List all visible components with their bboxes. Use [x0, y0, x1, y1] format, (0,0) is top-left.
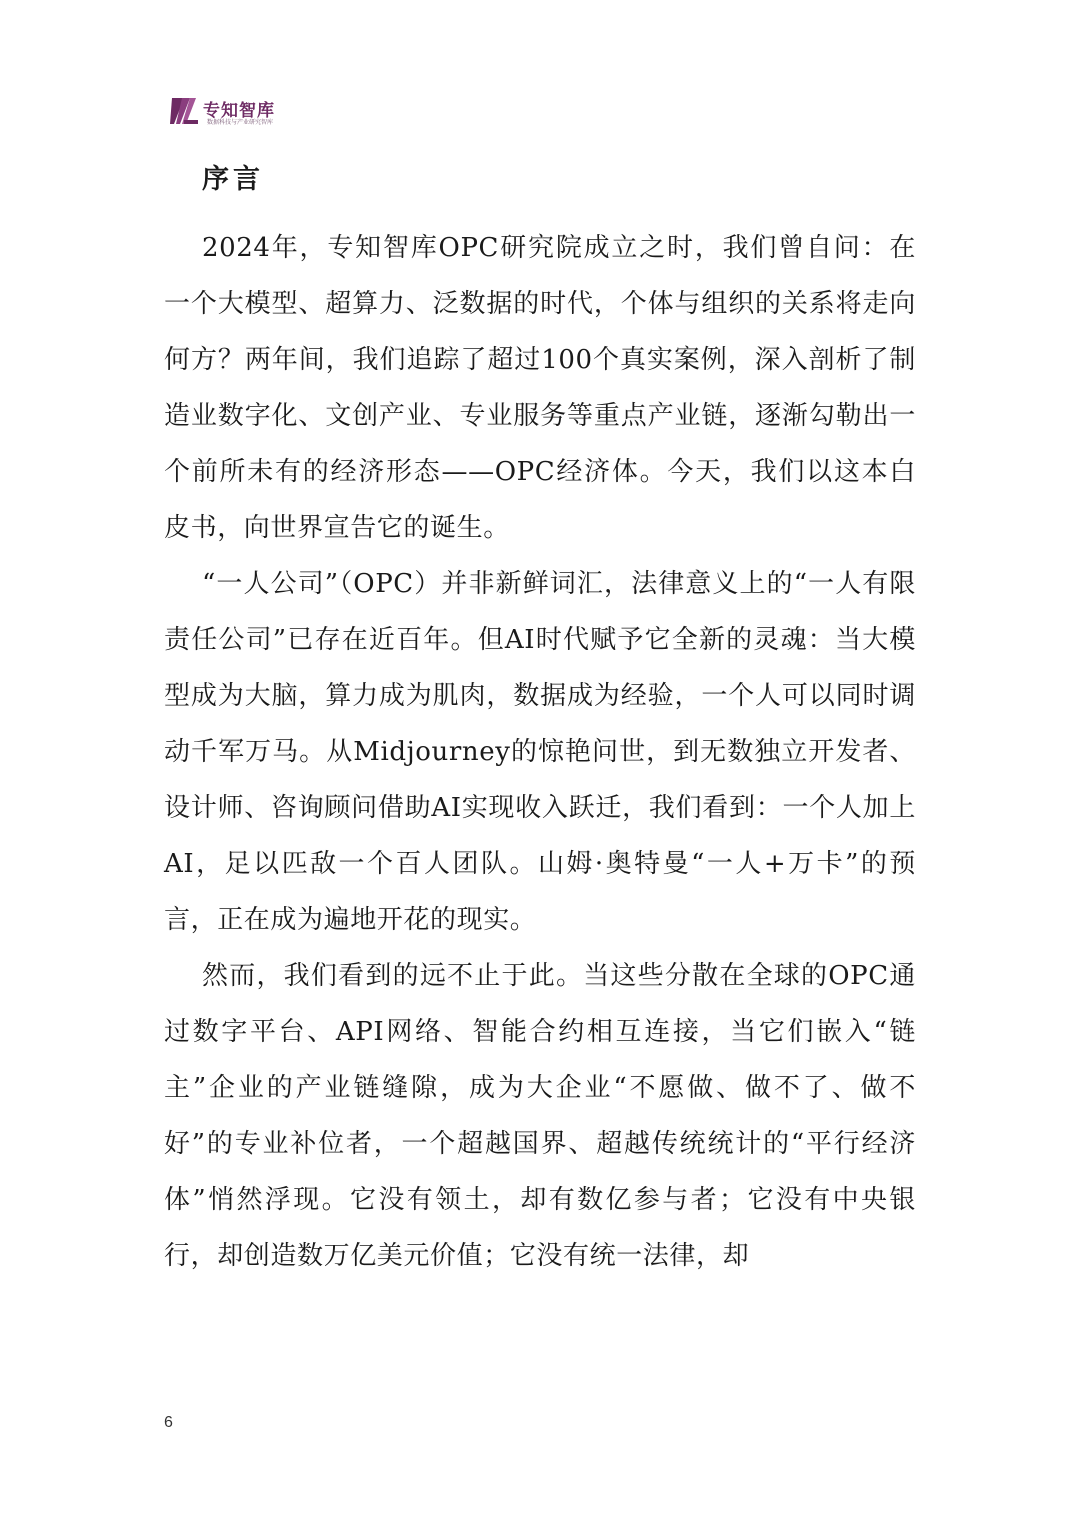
logo-name: 专知智库 [203, 101, 275, 121]
logo-tagline: 数据科技与产业研究智库 [207, 119, 274, 126]
logo-mark-icon [170, 94, 200, 128]
paragraph: 2024年，专知智库OPC研究院成立之时，我们曾自问：在一个大模型、超算力、泛数据的时代，个体与组织的关系将走向何方？两年间，我们追踪了超过100个真实案例，深入剖析了制造业数字化、文创产业、专业服务等重点产业链，逐渐勾勒出一个前所未有的经济形态——OPC经济体。今天，我们以这本白皮书，向世界宣告它的诞生。 [164, 233, 916, 543]
body-text [164, 220, 916, 1284]
page-number: 6 [164, 1414, 173, 1431]
header-logo [170, 94, 370, 130]
section-title: 序言 [202, 164, 264, 195]
paragraph: 然而，我们看到的远不止于此。当这些分散在全球的OPC通过数字平台、API网络、智能合约相互连接，当它们嵌入“链主”企业的产业链缝隙，成为大企业“不愿做、做不了、做不好”的专业补位者，一个超越国界、超越传统统计的“平行经济体”悄然浮现。它没有领土，却有数亿参与者；它没有中央银行，却创造数万亿美元价值；它没有统一法律，却 [164, 961, 916, 1271]
paragraph: “一人公司”（OPC）并非新鲜词汇，法律意义上的“一人有限责任公司”已存在近百年。但AI时代赋予它全新的灵魂：当大模型成为大脑，算力成为肌肉，数据成为经验，一个人可以同时调动千军万马。从Midjourney的惊艳问世，到无数独立开发者、设计师、咨询顾问借助AI实现收入跃迁，我们看到：一个人加上AI，足以匹敌一个百人团队。山姆·奥特曼“一人+万卡”的预言，正在成为遍地开花的现实。 [164, 569, 916, 935]
